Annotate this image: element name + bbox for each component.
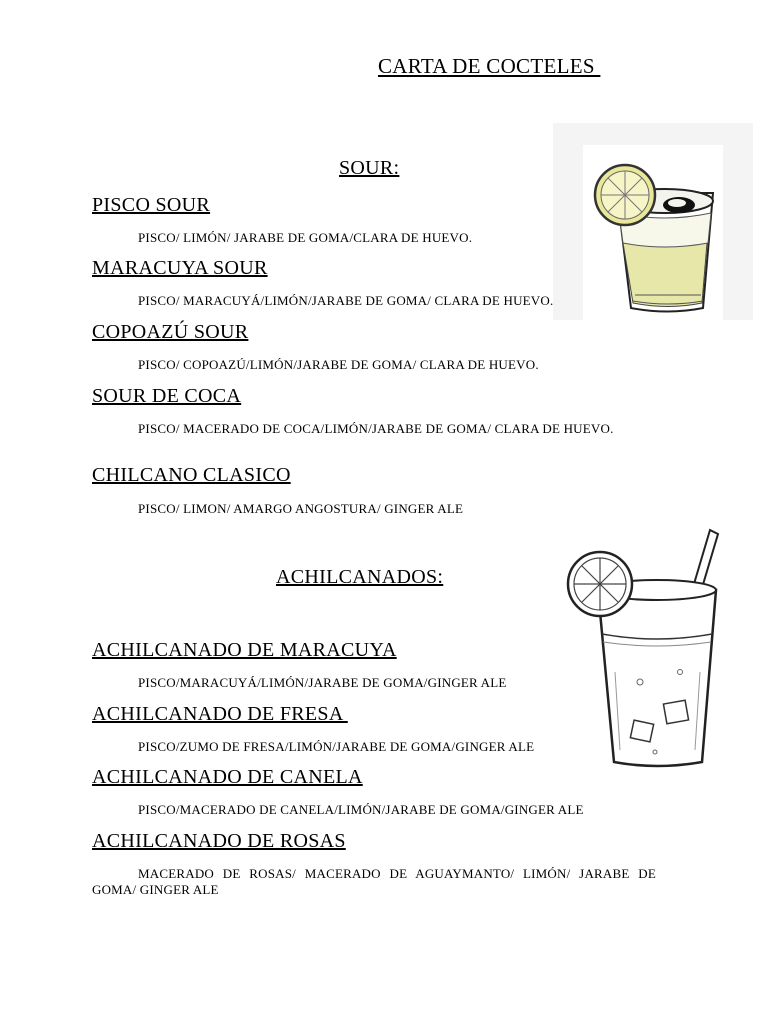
cocktail-name: CHILCANO CLASICO [92, 464, 291, 486]
cocktail-ingredients: PISCO/MACERADO DE CANELA/LIMÓN/JARABE DE GOMA/GINGER ALE [138, 802, 584, 817]
section-heading-achilcanados: ACHILCANADOS: [276, 566, 444, 588]
cocktail-ingredients: PISCO/ LIMÓN/ JARABE DE GOMA/CLARA DE HUEVO. [138, 230, 473, 245]
cocktail-name: ACHILCANADO DE FRESA [92, 703, 348, 725]
cocktail-name: SOUR DE COCA [92, 385, 242, 407]
cocktail-ingredients: PISCO/ COPOAZÚ/LIMÓN/JARABE DE GOMA/ CLARA DE HUEVO. [138, 357, 539, 372]
cocktail-ingredients: PISCO/ LIMON/ AMARGO ANGOSTURA/ GINGER ALE [138, 501, 464, 516]
chilcano-glass-illustration-icon [540, 522, 744, 772]
page-title: CARTA DE COCTELES [378, 54, 601, 78]
cocktail-ingredients: MACERADO DE ROSAS/ MACERADO DE AGUAYMANTO/ LIMÓN/ JARABE DE GOMA/ GINGER ALE [92, 866, 656, 897]
cocktail-name: ACHILCANADO DE MARACUYA [92, 639, 397, 661]
cocktail-ingredients: PISCO/ MARACUYÁ/LIMÓN/JARABE DE GOMA/ CLARA DE HUEVO. [138, 293, 554, 308]
pisco-sour-glass-illustration-icon [553, 123, 753, 320]
cocktail-name: ACHILCANADO DE ROSAS [92, 830, 346, 852]
cocktail-name: PISCO SOUR [92, 194, 211, 216]
cocktail-name: MARACUYA SOUR [92, 257, 268, 279]
cocktail-ingredients: PISCO/ZUMO DE FRESA/LIMÓN/JARABE DE GOMA/GINGER ALE [138, 739, 535, 754]
cocktail-name: ACHILCANADO DE CANELA [92, 766, 363, 788]
section-heading-sour: SOUR: [339, 157, 400, 179]
cocktail-ingredients: PISCO/ MACERADO DE COCA/LIMÓN/JARABE DE GOMA/ CLARA DE HUEVO. [138, 421, 614, 436]
cocktail-ingredients: PISCO/MARACUYÁ/LIMÓN/JARABE DE GOMA/GINGER ALE [138, 675, 507, 690]
cocktail-name: COPOAZÚ SOUR [92, 321, 249, 343]
